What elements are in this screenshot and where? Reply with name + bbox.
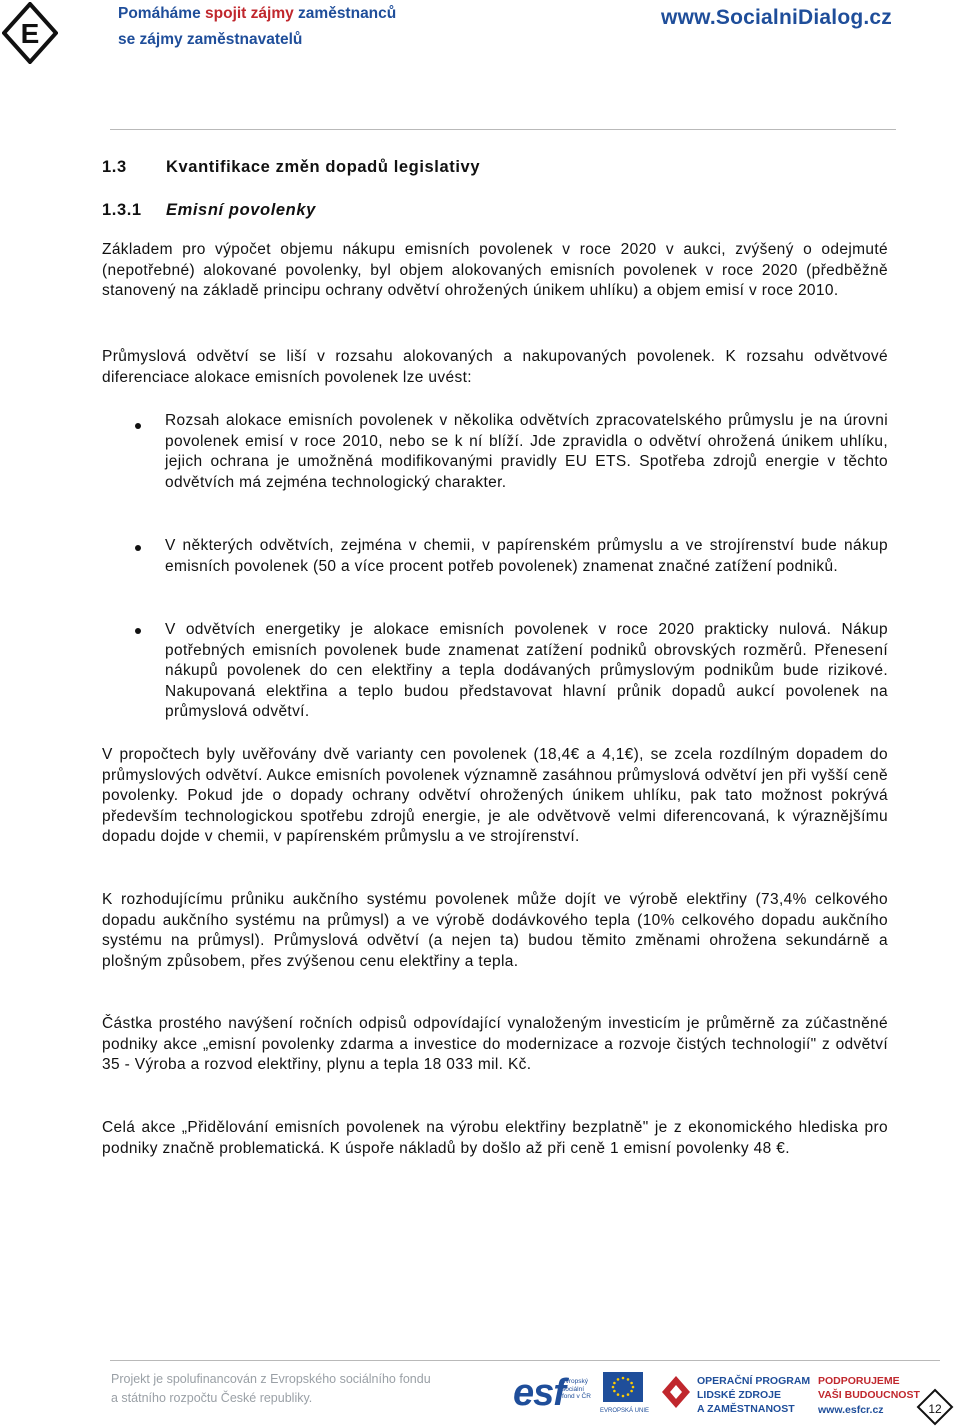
eu-flag-icon xyxy=(603,1372,643,1402)
bullet-item-3: V odvětvích energetiky je alokace emisních povolenek v roce 2020 prakticky nulová. Nákup potřebných emisních povolenek bude znamenat zatížení podniků obrovských rozměrů. Přenesení nákupů povolenek do cen elektřiny a tepla dodávaných průmyslovým podnikům bude rizikové. Nakupovaná elektřina a teplo budou představovat hlavní průnik dopadů aukcí povolenek na průmyslová odvětví. xyxy=(165,621,888,721)
bullet-dot xyxy=(135,423,141,429)
bullet-dot xyxy=(135,628,141,634)
header-divider xyxy=(110,129,896,130)
esf-site-link[interactable]: www.esfcr.cz xyxy=(818,1404,884,1416)
paragraph-5: Částka prostého navýšení ročních odpisů odpovídající vynaloženým investicím je průměrně za zúčastněné podniky akce „emisní povolenky zdarma a investice do modernizace a rozvoje čistých technologií" z odvětví 35 - Výroba a rozvod elektřiny, plynu a tepla 18 033 mil. Kč. xyxy=(102,1015,888,1074)
bullet-item-1: Rozsah alokace emisních povolenek v několika odvětvích zpracovatelského průmyslu je na úrovni povolenek emisí v roce 2010, nebo se k ní blíží. Jde zpravidla o odvětví ohrožená únikem uhlíku, jejich ochrana je umožněná modifikovanými pravidly EU ETS. Spotřeba zdrojů energie v těchto odvětvích má zejména technologický charakter. xyxy=(165,412,888,491)
subsection-title: Emisní povolenky xyxy=(166,201,316,219)
subsection-heading xyxy=(102,201,316,220)
op-program-icon xyxy=(658,1372,694,1412)
paragraph-1: Základem pro výpočet objemu nákupu emisních povolenek v roce 2020 v aukci, zvýšený o odejmuté (nepotřebné) alokované povolenky, byl objem alokovaných emisních povolenek v roce 2020 (předběžně stanovený na základě principu ochrany odvětví ohrožených únikem uhlíku) a objem emisí v roce 2010. xyxy=(102,241,888,300)
footer-divider xyxy=(110,1360,940,1361)
page-number: 12 xyxy=(928,1402,942,1416)
esf-logo: esf xyxy=(513,1372,565,1414)
page-header xyxy=(0,0,960,135)
paragraph-2: Průmyslová odvětví se liší v rozsahu alokovaných a nakupovaných povolenek. K rozsahu odvětvové diferenciace alokace emisních povolenek lze uvést: xyxy=(102,348,888,386)
bullet-dot xyxy=(135,545,141,551)
tagline-emphasis: spojit zájmy xyxy=(205,5,294,22)
esf-logo-caption: evropský sociální fond v ČR xyxy=(562,1378,591,1400)
funding-note: Projekt je spolufinancován z Evropského sociálního fondu xyxy=(111,1372,431,1386)
header-tagline: Pomáháme spojit zájmy zaměstnanců xyxy=(118,5,397,22)
site-link[interactable]: www.SocialniDialog.cz xyxy=(661,6,892,29)
logo-letter: E xyxy=(20,18,40,49)
section-title: Kvantifikace změn dopadů legislativy xyxy=(166,158,481,176)
support-slogan: PODPORUJEME VAŠI BUDOUCNOST xyxy=(818,1375,920,1401)
bullet-item-2: V některých odvětvích, zejména v chemii, v papírenském průmyslu a ve strojírenství bude nákup emisních povolenek (50 a více procent potřeb povolenek) znamenat značné zatížení podniků. xyxy=(165,537,888,575)
paragraph-4: K rozhodujícímu průniku aukčního systému povolenek může dojít ve výrobě elektřiny (73,4% celkového dopadu aukčního systému na průmysl) a ve výrobě dodávkového tepla (10% celkového dopadu aukčního systému na průmysl). Průmyslová odvětví (a nejen ta) budou těmito změnami ohrožena sekundárně a plošným způsobem, přes zvýšenou cenu elektřiny a tepla. xyxy=(102,891,888,970)
section-heading xyxy=(102,158,480,177)
funding-note-line2: a státního rozpočtu České republiky. xyxy=(111,1391,313,1405)
e-logo-icon xyxy=(2,2,58,64)
header-tagline-line2: se zájmy zaměstnavatelů xyxy=(118,31,303,48)
op-program-label: OPERAČNÍ PROGRAM LIDSKÉ ZDROJE A ZAMĚSTNANOST xyxy=(697,1375,811,1415)
subsection-number: 1.3.1 xyxy=(102,201,142,219)
paragraph-6: Celá akce „Přidělování emisních povolenek na výrobu elektřiny bezplatně" je z ekonomického hlediska pro podniky značně problematická. K úspoře nákladů by došlo až při ceně 1 emisní povolenky 48 €. xyxy=(102,1119,888,1157)
eu-label: EVROPSKÁ UNIE xyxy=(600,1408,650,1414)
paragraph-3: V propočtech byly uvěřovány dvě varianty cen povolenek (18,4€ a 4,1€), se zcela rozdílným dopadem do průmyslových odvětví. Aukce emisních povolenek významně zasáhnou průmyslová odvětví jen při vyšší ceně povolenky. Pokud jde o dopady ochrany odvětví ohrožených únikem uhlíku, pak tato možnost pokrývá především technologickou spotřebu zdrojů energie, je ale odvětvově velmi diferencovaná, k výraznějšímu dopadu dojde v chemii, v papírenském průmyslu a ve strojírenství. xyxy=(102,746,888,846)
page-footer xyxy=(0,1358,960,1427)
section-number: 1.3 xyxy=(102,158,127,176)
